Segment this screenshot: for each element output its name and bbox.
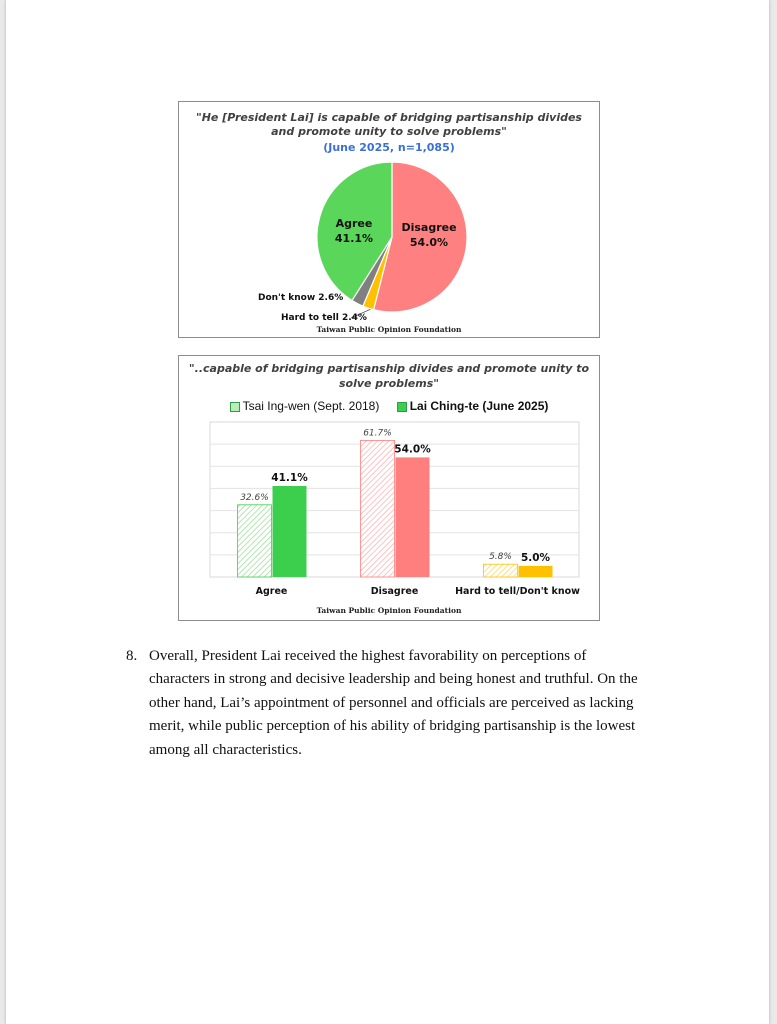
category-label: Agree	[255, 586, 288, 597]
pie-label-hard-to-tell: Hard to tell 2.4%	[281, 313, 367, 323]
bar-tsai-2	[484, 564, 518, 577]
bar-chart-panel	[178, 355, 600, 621]
bar-value-label: 32.6%	[240, 492, 269, 503]
paragraph-body	[149, 645, 669, 762]
bar-value-label: 54.0%	[394, 443, 431, 456]
pie-chart-panel	[178, 101, 600, 338]
agree-name: Agree	[335, 217, 373, 230]
bar-value-label: 5.0%	[520, 551, 551, 564]
paragraph-line: among all characteristics.	[149, 741, 302, 758]
paragraph-line: other hand, Lai’s appointment of personnel and officials are perceived as lacking	[149, 694, 634, 711]
category-label: Disagree	[370, 586, 419, 597]
pie-chart-title-line2: and promote unity to solve problems"	[271, 125, 507, 138]
bar-chart-source: Taiwan Public Opinion Foundation	[316, 606, 462, 615]
disagree-value: 54.0%	[409, 236, 449, 249]
pie-chart-source: Taiwan Public Opinion Foundation	[316, 325, 462, 334]
disagree-name: Disagree	[401, 221, 457, 234]
bar-tsai-1	[361, 440, 395, 577]
pie-label-dont-know: Don't know 2.6%	[258, 293, 344, 303]
document-page	[6, 0, 769, 1024]
bar-tsai-0	[238, 505, 272, 577]
bar-value-label: 61.7%	[363, 428, 392, 439]
bar-lai-2	[519, 566, 553, 577]
pie-chart-title-line1: "He [President Lai] is capable of bridging partisanship divides	[196, 111, 582, 124]
agree-value: 41.1%	[334, 232, 374, 245]
bar-chart-title-line2: solve problems"	[338, 377, 440, 390]
paragraph-line: characters in strong and decisive leadership and being honest and truthful. On the	[149, 671, 638, 688]
category-label: Hard to tell/Don't know	[455, 586, 580, 597]
bar-lai-0	[273, 486, 307, 577]
pie-label-agree	[331, 216, 377, 246]
paragraph-line: merit, while public perception of his ability of bridging partisanship is the lowest	[149, 718, 636, 735]
pie-chart-subtitle: (June 2025, n=1,085)	[323, 141, 455, 154]
legend-label-tsai: Tsai Ing-wen (Sept. 2018)	[242, 399, 380, 413]
paragraph-line: Overall, President Lai received the highest favorability on perceptions of	[149, 648, 587, 664]
bar-chart-title-line1: "..capable of bridging partisanship divides and promote unity to	[188, 362, 590, 375]
bar-value-label: 41.1%	[271, 472, 308, 484]
bar-value-label: 5.8%	[489, 552, 512, 563]
pie-label-disagree	[397, 220, 461, 250]
bar-chart	[179, 356, 599, 620]
paragraph-number: 8.	[126, 648, 138, 664]
bar-lai-1	[396, 457, 430, 577]
legend-label-lai: Lai Ching-te (June 2025)	[409, 399, 549, 413]
pie-chart	[179, 102, 599, 337]
